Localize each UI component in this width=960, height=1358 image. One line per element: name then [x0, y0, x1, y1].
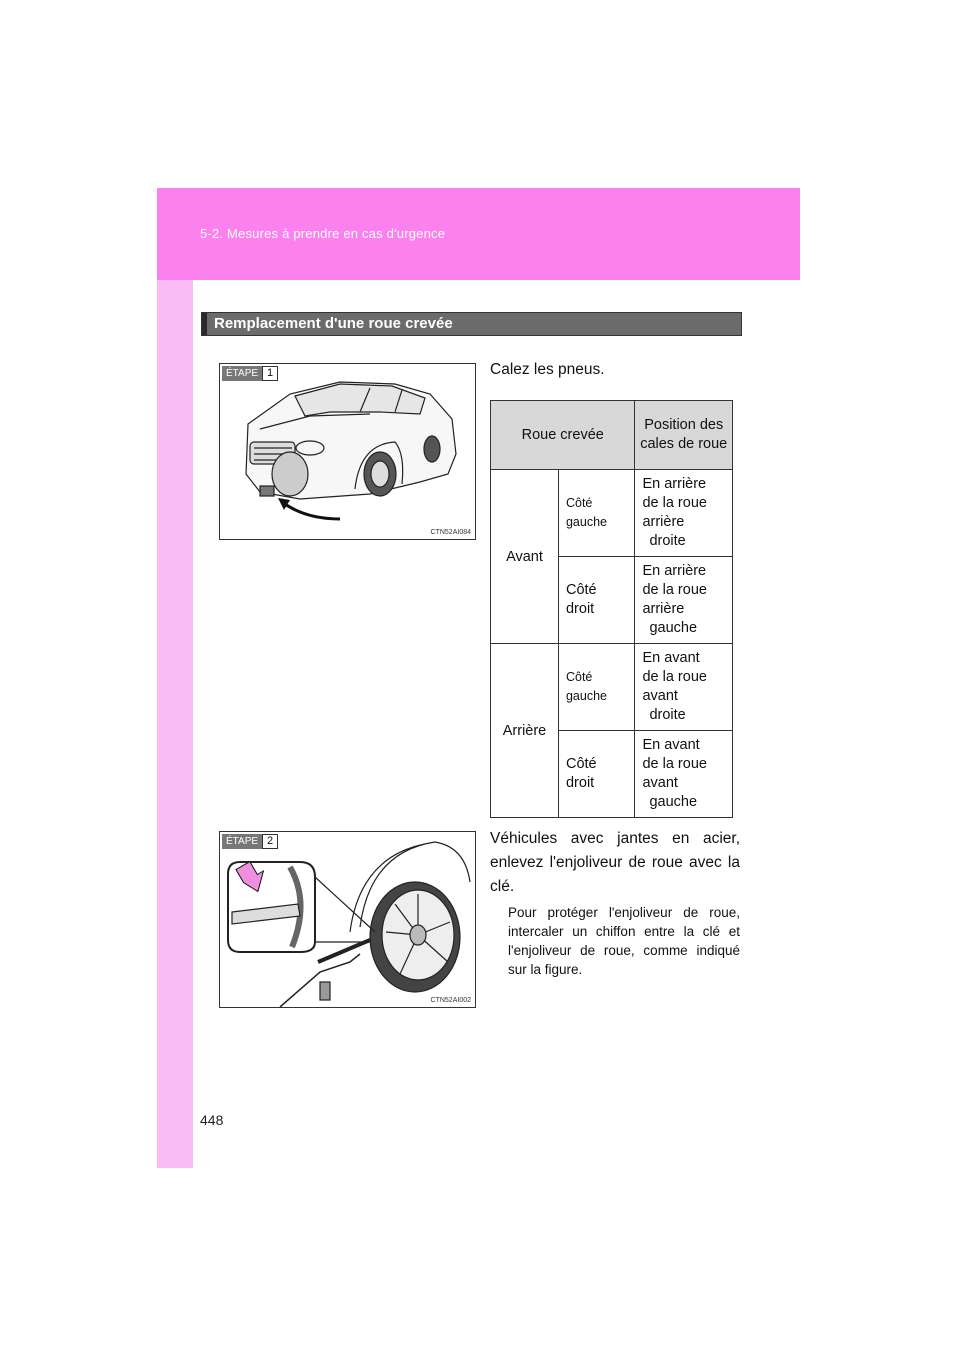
step-number: 1 — [262, 366, 278, 381]
side-line-2: gauche — [565, 689, 607, 703]
table-position-cell — [635, 470, 733, 557]
figure-step-2 — [219, 831, 476, 1008]
side-line-1: Côté — [565, 670, 593, 684]
step-number: 2 — [262, 834, 278, 849]
side-line-2: droit — [565, 775, 595, 791]
pos-line: gauche — [649, 794, 698, 810]
side-line-1: Côté — [565, 496, 593, 510]
pos-line: droite — [649, 533, 686, 549]
table-side-cell — [558, 557, 634, 644]
table-row — [491, 470, 733, 557]
pos-line: de la roue — [642, 495, 707, 511]
page-number: 448 — [200, 1112, 224, 1128]
pos-line: de la roue — [642, 669, 707, 685]
pos-line: de la roue — [642, 582, 707, 598]
side-line-2: droit — [565, 601, 595, 617]
table-side-cell — [558, 644, 634, 731]
table-header-chock-position: Position des cales de roue — [635, 401, 733, 470]
table-group-front: Avant — [491, 470, 559, 644]
chock-position-table — [490, 400, 733, 818]
header-section-title: 5-2. Mesures à prendre en cas d'urgence — [200, 226, 446, 241]
table-header-flat-tire: Roue crevée — [491, 401, 635, 470]
pos-line: avant — [642, 775, 678, 791]
section-title-accent — [202, 313, 207, 335]
figure-step-1 — [219, 363, 476, 540]
wheel-cover-illustration — [220, 832, 475, 1007]
step-2-instruction: Véhicules avec jantes en acier, enlevez l'enjoliveur de roue avec la clé. — [490, 830, 740, 895]
section-title: Remplacement d'une roue crevée — [214, 315, 453, 332]
side-tab-strip — [157, 188, 193, 1168]
figure-code: CTN52AI084 — [430, 529, 471, 536]
pos-line: arrière — [642, 514, 685, 530]
section-title-bar — [201, 312, 742, 336]
table-row — [491, 644, 733, 731]
pos-line: de la roue — [642, 756, 707, 772]
pos-line: En avant — [642, 737, 700, 753]
side-line-1: Côté — [565, 582, 597, 598]
pos-line: En arrière — [642, 563, 707, 579]
side-line-2: gauche — [565, 515, 607, 529]
table-position-cell — [635, 731, 733, 818]
step-2-note: Pour protéger l'enjoliveur de roue, intercaler un chiffon entre la clé et l'enjoliveur de roue, comme indiqué sur la figure. — [508, 905, 740, 977]
pos-line: avant — [642, 688, 678, 704]
table-side-cell — [558, 470, 634, 557]
table-position-cell — [635, 644, 733, 731]
pos-line: arrière — [642, 601, 685, 617]
figure-code: CTN52AI002 — [430, 997, 471, 1004]
car-chock-illustration — [220, 364, 475, 539]
step-word: ÉTAPE — [222, 366, 262, 381]
side-line-1: Côté — [565, 756, 597, 772]
table-group-rear: Arrière — [491, 644, 559, 818]
table-position-cell — [635, 557, 733, 644]
step-word: ÉTAPE — [222, 834, 262, 849]
pos-line: gauche — [649, 620, 698, 636]
table-side-cell — [558, 731, 634, 818]
step-1-instruction: Calez les pneus. — [490, 361, 605, 378]
table-header-row — [491, 401, 733, 470]
pos-line: En arrière — [642, 476, 707, 492]
pos-line: En avant — [642, 650, 700, 666]
pos-line: droite — [649, 707, 686, 723]
